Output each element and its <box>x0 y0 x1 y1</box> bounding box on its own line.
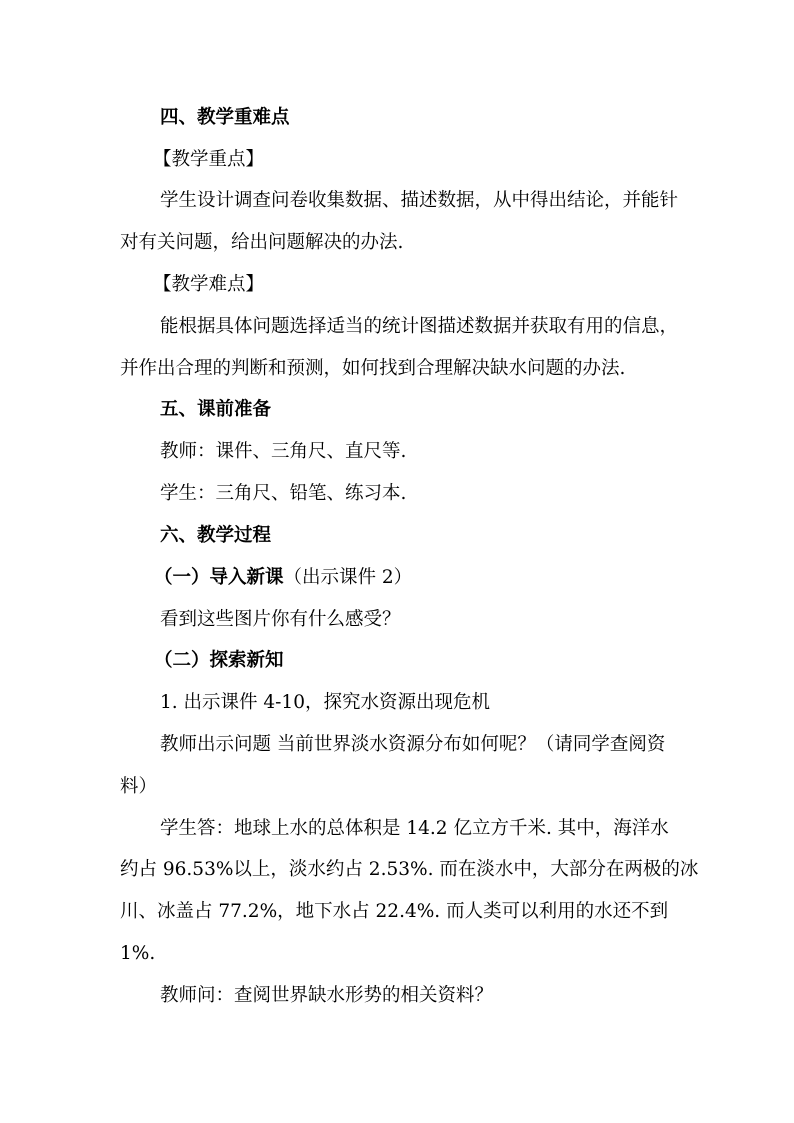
teacher-question-1-line2: 料） <box>120 776 158 797</box>
teacher-question-2: 教师问：查阅世界缺水形势的相关资料？ <box>160 985 494 1006</box>
difficulties-label: 【教学难点】 <box>153 274 265 295</box>
subsection-1-title: （一）导入新课 <box>154 567 284 588</box>
student-answer-line1: 学生答：地球上水的总体积是 14.2 亿立方千米. 其中，海洋水 <box>160 818 669 839</box>
section-4-heading: 四、教学重难点 <box>160 107 290 128</box>
student-prep: 学生：三角尺、铅笔、练习本. <box>160 483 407 504</box>
section-6-heading: 六、教学过程 <box>160 525 272 546</box>
key-points-text-line1: 学生设计调查问卷收集数据、描述数据，从中得出结论，并能针 <box>160 190 679 211</box>
student-answer-line4: 1%. <box>120 943 156 964</box>
student-answer-line2: 约占 96.53%以上，淡水约占 2.53%. 而在淡水中，大部分在两极的冰 <box>120 859 699 880</box>
difficulties-text-line1: 能根据具体问题选择适当的统计图描述数据并获取有用的信息， <box>160 316 679 337</box>
subsection-1-heading <box>154 566 412 590</box>
teacher-question-1-line1: 教师出示问题 当前世界淡水资源分布如何呢？（请同学查阅资 <box>160 734 666 755</box>
item-1: 1. 出示课件 4-10，探究水资源出现危机 <box>160 692 490 713</box>
subsection-1-question: 看到这些图片你有什么感受？ <box>160 609 401 630</box>
key-points-text-line2: 对有关问题，给出问题解决的办法. <box>120 232 404 253</box>
subsection-2-heading: （二）探索新知 <box>154 650 284 671</box>
difficulties-text-line2: 并作出合理的判断和预测，如何找到合理解决缺水问题的办法. <box>120 358 626 379</box>
subsection-1-note: （出示课件 2） <box>283 567 413 588</box>
key-points-label: 【教学重点】 <box>153 149 265 170</box>
student-answer-line3: 川、冰盖占 77.2%，地下水占 22.4%. 而人类可以利用的水还不到 <box>120 901 669 922</box>
section-5-heading: 五、课前准备 <box>160 399 272 420</box>
teacher-prep: 教师：课件、三角尺、直尺等. <box>160 441 407 462</box>
